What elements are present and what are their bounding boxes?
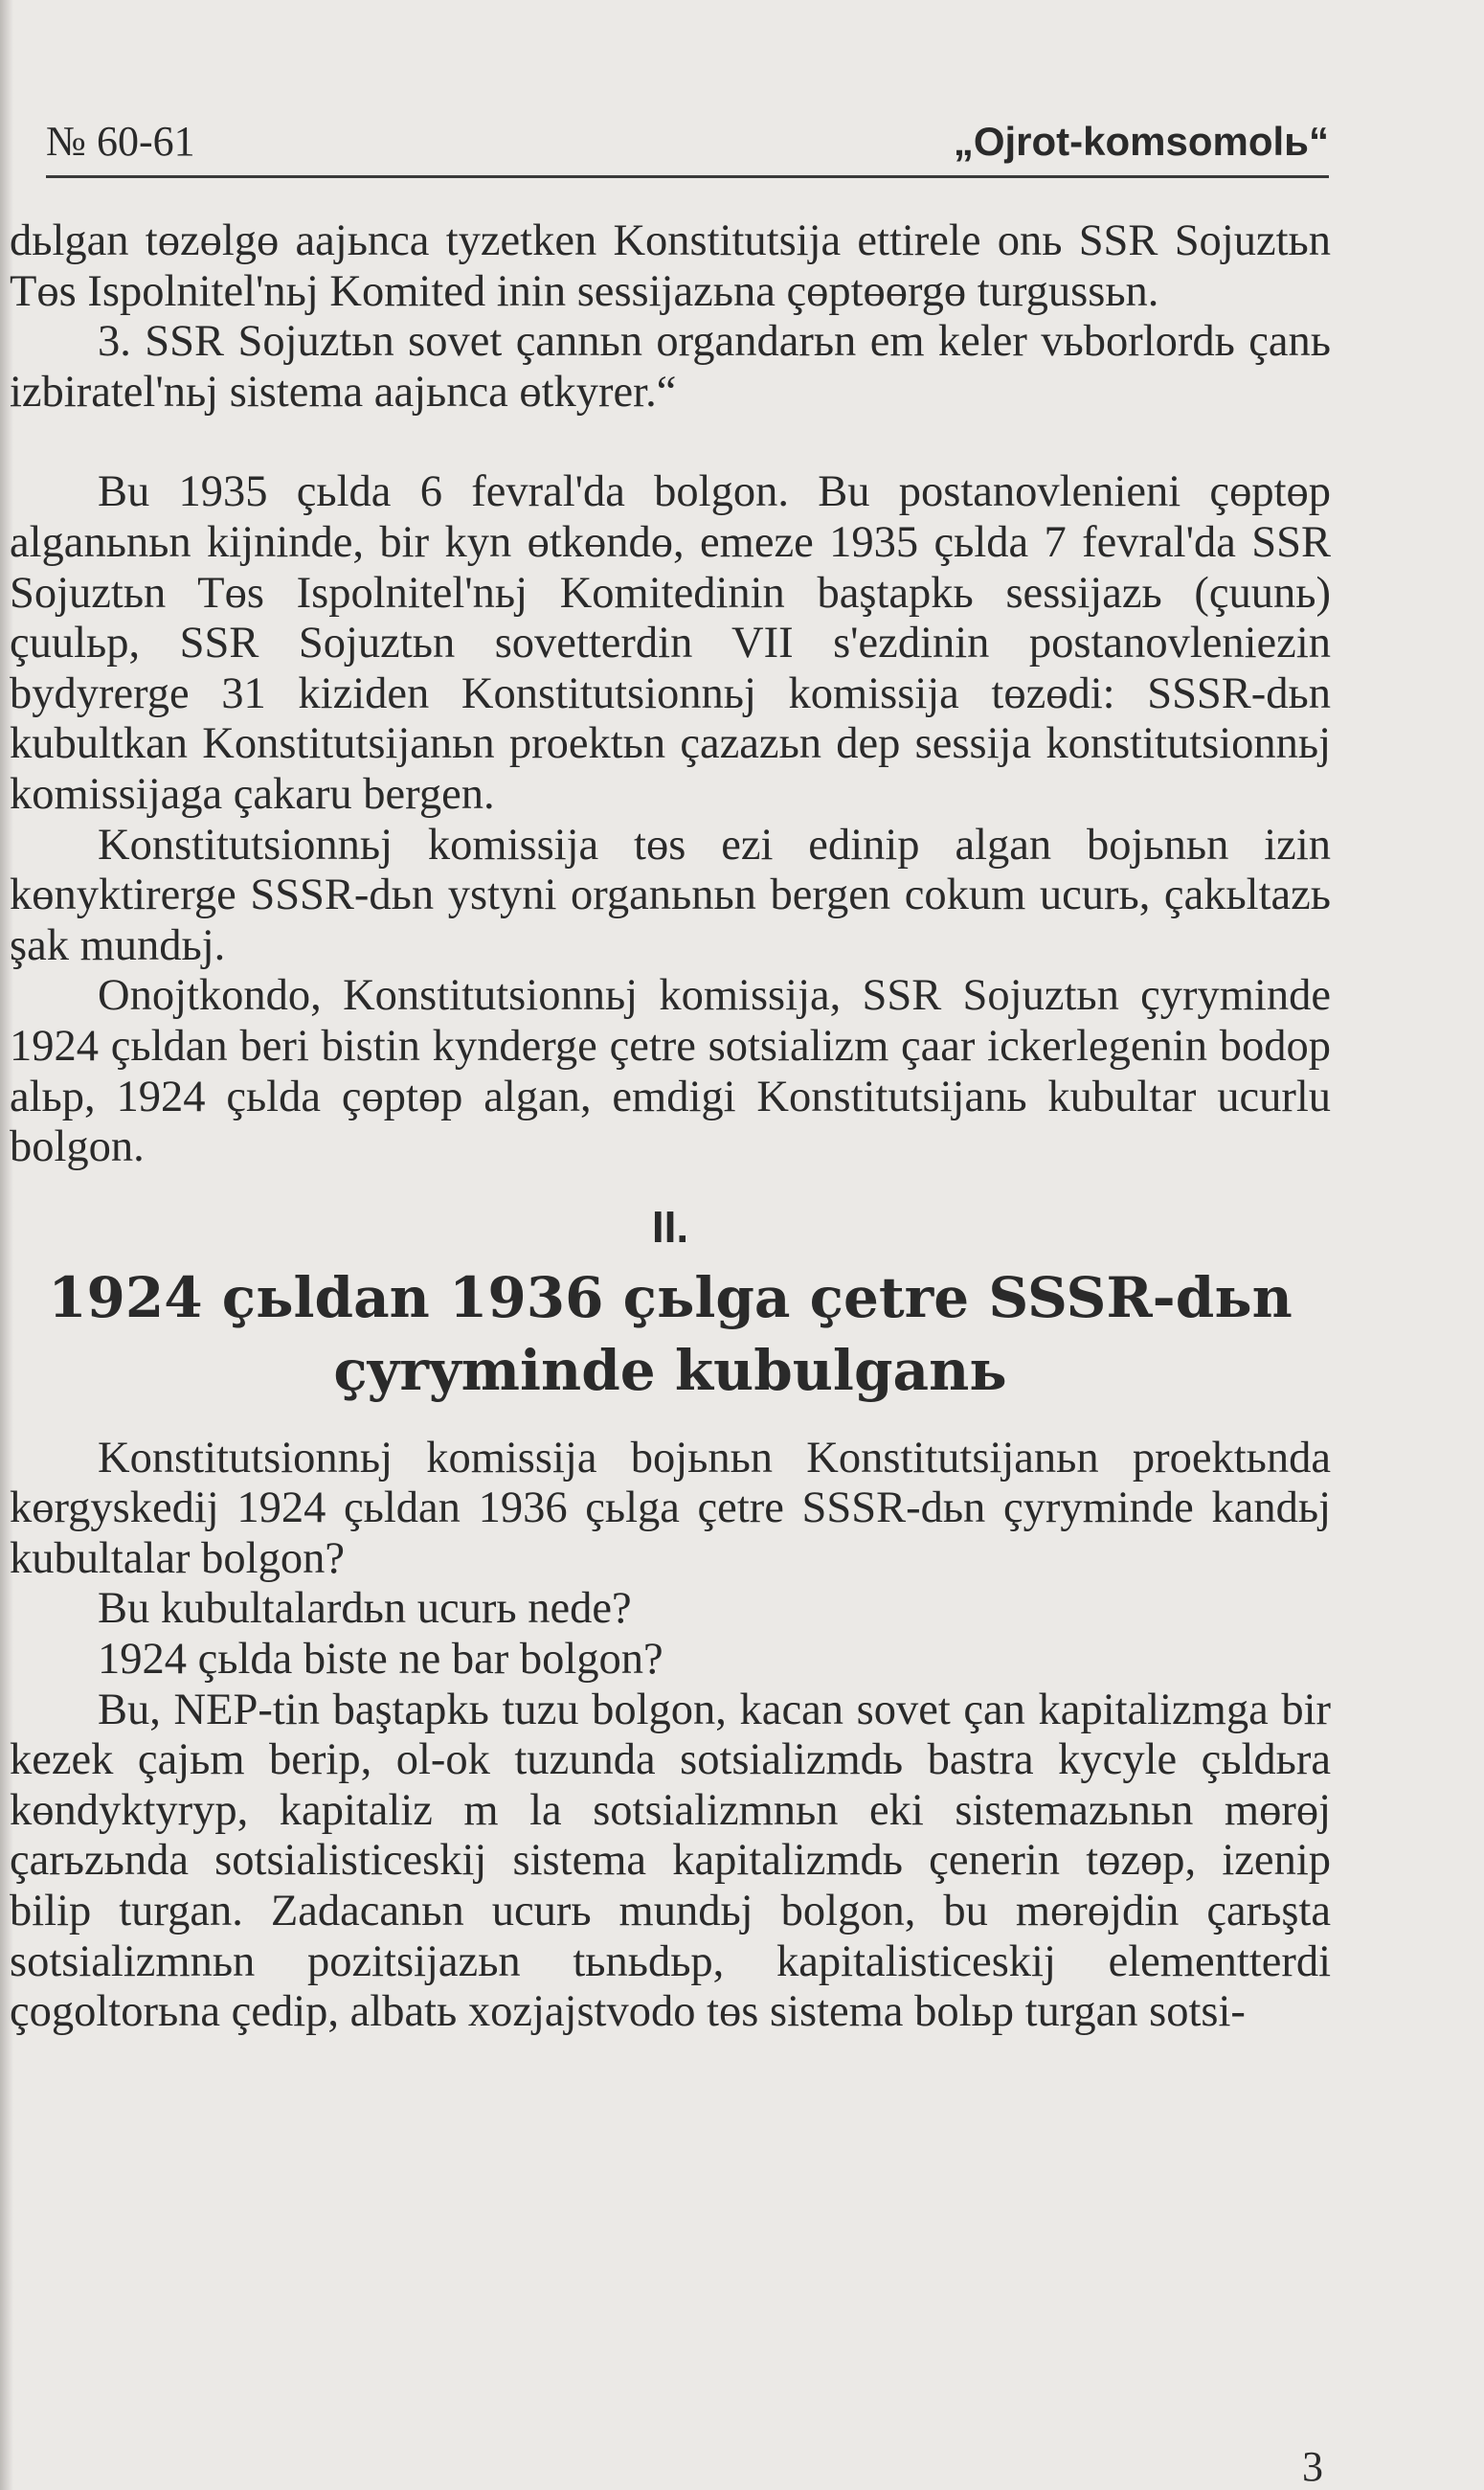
- paragraph: Konstitutsionnьj komissija tөs ezi edinip algan bojьnьn izin kөnyktirerge SSSR-dьn ystyni organьnьn bergen cokum ucurь, çakьltazь şak mundьj.: [10, 820, 1331, 970]
- header-rule: [46, 175, 1329, 178]
- paragraph: Bu kubultalardьn ucurь nede?: [98, 1584, 632, 1634]
- paragraph: Bu, NEP-tin baştapkь tuzu bolgon, kacan sovet çan kapitalizmga bir kezek çajьm berip, ol-ok tuzunda sotsializmdь bastra kycyle çьldьra kөndyktyryp, kapitaliz m la sotsializmnьn eki sistemazьnьn mөrөj çarьzьnda sotsialisticeskij sistema kapitalizmdь çenerin tөzөp, izenip bilip turgan. Zadacanьn ucurь mundьj bolgon, bu mөrөjdin çarьşta sotsializmnьn pozitsijazьn tьnьdьp, kapitalisticeskij elementterdi çogoltorьna çedip, albatь xozjajstvodo tөs sistema bolьp turgan sotsi-: [10, 1685, 1331, 2037]
- paragraph: 1924 çьlda biste ne bar bolgon?: [98, 1635, 663, 1685]
- paragraph: Konstitutsionnьj komissija bojьnьn Konstitutsijanьn proektьnda kөrgyskedij 1924 çьldan 1936 çьlga çetre SSSR-dьn çyryminde kandьj kubultalar bolgon?: [10, 1433, 1331, 1583]
- page-number: 3: [1302, 2443, 1323, 2490]
- running-header: [46, 113, 1329, 170]
- section-title: [10, 1261, 1331, 1407]
- paragraph: 3. SSR Sojuztьn sovet çannьn organdarьn em keler vьborlordь çanь izbiratel'nьj sistema aajьnca өtkyrer.“: [10, 317, 1331, 417]
- paragraph: Onojtkondo, Konstitutsionnьj komissija, SSR Sojuztьn çyryminde 1924 çьldan beri bistin kynderge çetre sotsializm çaar ickerlegenin bodop alьp, 1924 çьlda çөptөp algan, emdigi Konstitutsijanь kubultar ucurlu bolgon.: [10, 971, 1331, 1172]
- paragraph: Bu 1935 çьlda 6 fevral'da bolgon. Bu postanovlenieni çөptөp alganьnьn kijninde, bir kyn өtkөndө, emeze 1935 çьlda 7 fevral'da SSR Sojuztьn Tөs Ispolnitel'nьj Komitedinin baştapkь sessijazь (çuunь) çuulьp, SSR Sojuztьn sovetterdin VII s'ezdinin postanovleniezin bydyrerge 31 kiziden Konstitutsionnьj komissija tөzөdi: SSSR-dьn kubultkan Konstitutsijanьn proektьn çazazьn dep sessija konstitutsionnьj komissijaga çakaru bergen.: [10, 467, 1331, 819]
- issue-number: № 60-61: [46, 118, 195, 165]
- section-title-line2: çyryminde kubulganь: [333, 1337, 1007, 1403]
- section-number: II.: [651, 1201, 689, 1252]
- journal-title: „Ojrot-komsomolь“: [953, 119, 1329, 164]
- section-title-line1: 1924 çьldan 1936 çьlga çetre SSSR-dьn: [48, 1264, 1293, 1330]
- body-text-upper: [10, 216, 1331, 2038]
- paragraph: dьlgan tөzөlgө aajьnca tyzetken Konstitutsija ettirele onь SSR Sojuztьn Tөs Ispolnitel'nьj Komited inin sessijazьna çөptөөrgө turgussьn.: [10, 216, 1331, 316]
